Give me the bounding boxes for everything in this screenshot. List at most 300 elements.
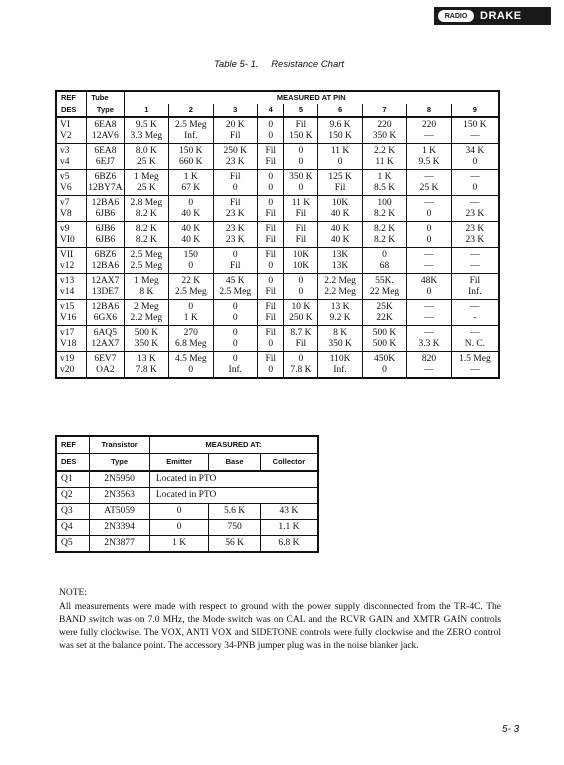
pin-3-value: 0 (213, 339, 257, 352)
pin-2-value: 0 (169, 196, 213, 210)
pin-1-value: 1 Meg (124, 274, 168, 288)
tube-type-cell: 12AX7 (87, 274, 124, 288)
header-ref: REF (56, 91, 87, 104)
pin-7-value: 22K (362, 313, 406, 326)
pin-1-value: 2 Meg (124, 300, 168, 314)
table-row (56, 471, 318, 488)
pin-8-value: 0 (407, 222, 451, 236)
pin-4-value: Fil (258, 209, 284, 222)
logo-badge: RADIO (438, 10, 474, 22)
pin-9-value: — (470, 302, 480, 312)
pin-1-value: 1 Meg (124, 170, 168, 184)
pin-6-value: 150 K (318, 131, 362, 144)
pin-1-value: 25 K (124, 183, 168, 196)
pin-7-value: 8.2 K (362, 235, 406, 248)
pin-2-value: Inf. (169, 131, 213, 144)
pin-2-value: 150 (169, 248, 213, 262)
ref-des-cell: V6 (56, 183, 87, 196)
pin-5-value: 0 (284, 287, 318, 300)
header-pin-5: 5 (284, 104, 318, 117)
pin-5-value: 10 K (284, 300, 318, 314)
pin-6-value: Fil (318, 183, 362, 196)
pin-7-value: 68 (362, 261, 406, 274)
collector-value: 6.8 K (278, 538, 300, 548)
pin-7-value: 500 K (362, 339, 406, 352)
table-row (56, 300, 499, 314)
table-row (56, 313, 499, 326)
pin-5-value: 0 (284, 183, 318, 196)
pin-8-value: — (407, 300, 451, 314)
pin-1-value: 2.5 Meg (124, 248, 168, 262)
pin-2-value: 6.8 Meg (169, 339, 213, 352)
ref-des-cell: v15 (56, 300, 87, 314)
header-des: DES (56, 104, 87, 117)
tube-type-cell: 6JB6 (87, 235, 124, 248)
pin-9-value: — (451, 365, 499, 378)
pin-9-value: 23 K (465, 224, 485, 234)
pin-4-value: Fil (258, 352, 284, 366)
header-tube: Tube (87, 91, 124, 104)
ref-des-cell: v4 (56, 157, 87, 170)
pin-2-value: 660 K (169, 157, 213, 170)
pin-2-value: 67 K (169, 183, 213, 196)
pin-1-value: 8.2 K (124, 235, 168, 248)
pin-6-value: 40 K (318, 222, 362, 236)
pin-7-value: 100 (362, 196, 406, 210)
pin-8-value: — (407, 326, 451, 340)
pin-4-value: 0 (258, 274, 284, 288)
pin-1-value: 500 K (124, 326, 168, 340)
tube-type-cell: 6BZ6 (87, 170, 124, 184)
pin-9-value: — (470, 250, 480, 260)
pin-1-value: 2.8 Meg (124, 196, 168, 210)
tube-type-cell: 13DE7 (87, 287, 124, 300)
pin-3-value: Inf. (213, 365, 257, 378)
pin-4-value: Fil (258, 248, 284, 262)
pin-6-value: 110K (318, 352, 362, 366)
page-number: 5- 3 (502, 724, 520, 735)
ref-des-cell: v12 (56, 261, 87, 274)
pin-3-value: 2.5 Meg (213, 287, 257, 300)
ref-des-cell: v19 (56, 352, 87, 366)
pin-3-value: 23 K (213, 235, 257, 248)
pin-8-value: 0 (407, 287, 451, 300)
location-note-cell: Located in PTO (149, 471, 318, 488)
pin-4-value: 0 (258, 261, 284, 274)
pin-4-value: Fil (258, 326, 284, 340)
pin-7-value: 0 (362, 248, 406, 262)
header-type: Type (87, 104, 124, 117)
table-row (56, 365, 499, 378)
pin-7-value: 500 K (362, 326, 406, 340)
pin-4-value: 0 (258, 117, 284, 131)
pin-3-value: 20 K (213, 117, 257, 131)
pin-5-value: 0 (284, 144, 318, 158)
pin-4-value: Fil (258, 157, 284, 170)
table-row (56, 222, 499, 236)
tube-type-cell: 6JB6 (87, 222, 124, 236)
transistor-type-cell: 2N3563 (90, 488, 150, 504)
tube-type-cell: 6EA8 (87, 144, 124, 158)
table-row (56, 274, 499, 288)
pin-8-value: — (407, 313, 451, 326)
note-heading: NOTE: (59, 588, 87, 598)
collector-value: 43 K (260, 504, 318, 520)
pin-7-value: 55K. (362, 274, 406, 288)
table-row (56, 235, 499, 248)
pin-2-value: 270 (169, 326, 213, 340)
header-type: Type (90, 454, 150, 472)
pin-6-value: 11 K (318, 144, 362, 158)
pin-4-value: 0 (258, 131, 284, 144)
tube-type-cell: 6EJ7 (87, 157, 124, 170)
pin-header-row (56, 104, 499, 117)
header-pin-2: 2 (169, 104, 213, 117)
header-measured-at-pin: MEASURED AT PIN (276, 93, 346, 102)
pin-5-value: 0 (284, 274, 318, 288)
pin-3-value: 0 (213, 300, 257, 314)
emitter-value: 0 (149, 520, 208, 536)
pin-4-value: Fil (258, 222, 284, 236)
header-pin-9: 9 (451, 104, 499, 117)
pin-1-value: 8.0 K (124, 144, 168, 158)
pin-3-value: 0 (213, 313, 257, 326)
pin-4-value: 0 (258, 196, 284, 210)
pin-9-value: — (470, 172, 480, 182)
pin-8-value: 1 K (407, 144, 451, 158)
pin-2-value: 40 K (169, 222, 213, 236)
pin-1-value: 2.2 Meg (124, 313, 168, 326)
note-text: All measurements were made with respect to ground with the power supply disconnected from the TR-4C. The BAND switch was on 7.0 MHz, the Mode switch was on CAL and the RCVR GAIN and XMTR GAIN controls were fully clockwise. The VOX, ANTI VOX and SIDETONE controls were fully clockwise and the ZERO control was set at the balance point. The accessory 34-PNB jumper plug was in the noise blanker jack. (59, 602, 501, 651)
base-value: 5.6 K (209, 504, 260, 520)
pin-2-value: 0 (169, 365, 213, 378)
table-row (56, 536, 318, 553)
pin-8-value: 3.3 K (407, 339, 451, 352)
table-row (56, 196, 499, 210)
pin-5-value: Fil (284, 339, 318, 352)
pin-8-value: 48K (407, 274, 451, 288)
pin-6-value: 0 (318, 157, 362, 170)
tube-type-cell: 6AQ5 (87, 326, 124, 340)
header-pin-7: 7 (362, 104, 406, 117)
table-row (56, 488, 318, 504)
pin-4-value: 0 (258, 339, 284, 352)
pin-9-value: — (470, 328, 480, 338)
pin-7-value: 11 K (362, 157, 406, 170)
tube-type-cell: 12BY7A (87, 183, 124, 196)
header-des: DES (56, 454, 90, 472)
tube-type-cell: 12AV6 (87, 131, 124, 144)
pin-3-value: 23 K (213, 157, 257, 170)
table-row (56, 157, 499, 170)
pin-8-value: — (407, 131, 451, 144)
pin-2-value: 2.5 Meg (169, 287, 213, 300)
pin-8-value: — (407, 261, 451, 274)
pin-5-value: Fil (284, 222, 318, 236)
pin-3-value: Fil (213, 196, 257, 210)
pin-5-value: 0 (284, 157, 318, 170)
pin-6-value: 13K (318, 261, 362, 274)
tube-type-cell: 6BZ6 (87, 248, 124, 262)
pin-6-value: 13K (318, 248, 362, 262)
pin-6-value: 13 K (318, 300, 362, 314)
pin-3-value: 250 K (213, 144, 257, 158)
collector-value: 1.1 K (260, 520, 318, 536)
ref-des-cell: v3 (56, 144, 87, 158)
table-row (56, 339, 499, 352)
table-row (56, 144, 499, 158)
pin-6-value: 10K (318, 196, 362, 210)
pin-9-value: N. C. (451, 339, 499, 352)
table-row (56, 117, 499, 131)
tube-type-cell: 12BA6 (87, 261, 124, 274)
pin-4-value: 0 (258, 170, 284, 184)
pin-8-value: — (407, 365, 451, 378)
ref-des-cell: v17 (56, 326, 87, 340)
pin-3-value: 0 (213, 248, 257, 262)
ref-des-cell: VII (56, 248, 87, 262)
pin-4-value: 0 (258, 183, 284, 196)
ref-des-cell: v13 (56, 274, 87, 288)
pin-2-value: 40 K (169, 209, 213, 222)
pin-9-value: Fil (469, 276, 481, 286)
pin-5-value: 7.8 K (284, 365, 318, 378)
pin-2-value: 2.5 Meg (169, 117, 213, 131)
pin-7-value: 25K (362, 300, 406, 314)
pin-6-value: 125 K (318, 170, 362, 184)
resistance-chart (55, 90, 500, 379)
pin-6-value: 8 K (318, 326, 362, 340)
pin-1-value: 13 K (124, 352, 168, 366)
transistor-chart (55, 435, 319, 553)
pin-6-value: 2.2 Meg (318, 274, 362, 288)
pin-2-value: 40 K (169, 235, 213, 248)
pin-1-value: 350 K (124, 339, 168, 352)
pin-7-value: 2.2 K (362, 144, 406, 158)
pin-7-value: 350 K (362, 131, 406, 144)
pin-7-value: 8.2 K (362, 209, 406, 222)
pin-9-value: 1.5 Meg (459, 354, 491, 364)
pin-1-value: 8 K (124, 287, 168, 300)
table-number: Table 5- 1. (214, 59, 259, 70)
pin-9-value: 0 (451, 157, 499, 170)
pin-1-value: 8.2 K (124, 222, 168, 236)
pin-4-value: Fil (258, 287, 284, 300)
pin-2-value: 1 K (169, 170, 213, 184)
pin-7-value: 0 (362, 365, 406, 378)
pin-4-value: Fil (258, 313, 284, 326)
tube-type-cell: 6GX6 (87, 313, 124, 326)
pin-8-value: — (407, 170, 451, 184)
pin-1-value: 8.2 K (124, 209, 168, 222)
pin-4-value: 0 (258, 365, 284, 378)
ref-des-cell: v14 (56, 287, 87, 300)
pin-9-value: Inf. (451, 287, 499, 300)
pin-4-value: Fil (258, 300, 284, 314)
pin-9-value: 0 (451, 183, 499, 196)
logo-text: DRAKE (480, 10, 522, 22)
pin-1-value: 2.5 Meg (124, 261, 168, 274)
table-title: Resistance Chart (271, 59, 345, 70)
table-row (56, 170, 499, 184)
pin-8-value: 0 (407, 209, 451, 222)
header-ref: REF (56, 436, 90, 454)
pin-7-value: 220 (362, 117, 406, 131)
resistance-chart-body (56, 117, 499, 378)
header-pin-4: 4 (258, 104, 284, 117)
pin-3-value: Fil (213, 131, 257, 144)
ref-des-cell: V18 (56, 339, 87, 352)
pin-9-value: — (451, 261, 499, 274)
header-pin-1: 1 (124, 104, 168, 117)
drake-logo (434, 7, 551, 25)
pin-5-value: Fil (284, 235, 318, 248)
table-row (56, 287, 499, 300)
pin-9-value: — (451, 131, 499, 144)
pin-3-value: Fil (213, 261, 257, 274)
pin-1-value: 9.5 K (124, 117, 168, 131)
table-row (56, 261, 499, 274)
pin-2-value: 22 K (169, 274, 213, 288)
pin-2-value: 0 (169, 300, 213, 314)
pin-6-value: 40 K (318, 235, 362, 248)
pin-8-value: 220 (407, 117, 451, 131)
pin-5-value: 10K (284, 248, 318, 262)
transistor-type-cell: AT5059 (90, 504, 150, 520)
ref-des-cell: v20 (56, 365, 87, 378)
pin-6-value: 9.6 K (318, 117, 362, 131)
pin-1-value: 7.8 K (124, 365, 168, 378)
header-pin-6: 6 (318, 104, 362, 117)
transistor-type-cell: 2N3877 (90, 536, 150, 553)
pin-2-value: 150 K (169, 144, 213, 158)
pin-5-value: 0 (284, 352, 318, 366)
header-pin-8: 8 (407, 104, 451, 117)
pin-6-value: 9.2 K (318, 313, 362, 326)
pin-5-value: 150 K (284, 131, 318, 144)
table-caption (214, 59, 344, 70)
ref-des-cell: VI (56, 117, 87, 131)
pin-6-value: 350 K (318, 339, 362, 352)
pin-9-value: 34 K (465, 146, 485, 156)
pin-3-value: Fil (213, 170, 257, 184)
table-row (56, 326, 499, 340)
pin-7-value: 8.2 K (362, 222, 406, 236)
tube-type-cell: 12AX7 (87, 339, 124, 352)
pin-7-value: 450K (362, 352, 406, 366)
transistor-type-cell: 2N5950 (90, 471, 150, 488)
pin-8-value: — (407, 196, 451, 210)
table-row (56, 520, 318, 536)
tube-type-cell: 6EA8 (87, 117, 124, 131)
pin-7-value: 8.5 K (362, 183, 406, 196)
header-measured-at: MEASURED AT: (205, 440, 262, 449)
pin-8-value: 0 (407, 235, 451, 248)
pin-2-value: 0 (169, 261, 213, 274)
pin-8-value: 25 K (407, 183, 451, 196)
pin-6-value: Inf. (318, 365, 362, 378)
pin-6-value: 40 K (318, 209, 362, 222)
pin-5-value: Fil (284, 209, 318, 222)
pin-5-value: 350 K (284, 170, 318, 184)
pin-9-value: 150 K (463, 120, 487, 130)
pin-9-value: — (470, 198, 480, 208)
header-collector: Collector (260, 454, 318, 472)
table-row (56, 131, 499, 144)
pin-1-value: 3.3 Meg (124, 131, 168, 144)
pin-3-value: 0 (213, 326, 257, 340)
pin-3-value: 0 (213, 352, 257, 366)
ref-des-cell: V2 (56, 131, 87, 144)
base-value: 56 K (209, 536, 260, 553)
pin-9-value: - (451, 313, 499, 326)
ref-des-cell: Q2 (56, 488, 90, 504)
pin-4-value: Fil (258, 235, 284, 248)
pin-3-value: 45 K (213, 274, 257, 288)
pin-8-value: 9.5 K (407, 157, 451, 170)
ref-des-cell: Q1 (56, 471, 90, 488)
pin-1-value: 25 K (124, 157, 168, 170)
table-row (56, 209, 499, 222)
ref-des-cell: v9 (56, 222, 87, 236)
table-row (56, 248, 499, 262)
pin-5-value: Fil (284, 117, 318, 131)
ref-des-cell: v5 (56, 170, 87, 184)
pin-2-value: 4.5 Meg (169, 352, 213, 366)
emitter-value: 0 (149, 504, 208, 520)
pin-6-value: 2.2 Meg (318, 287, 362, 300)
table-row (56, 183, 499, 196)
tube-type-cell: OA2 (87, 365, 124, 378)
header-transistor: Transistor (90, 436, 150, 454)
pin-2-value: 1 K (169, 313, 213, 326)
pin-3-value: 0 (213, 183, 257, 196)
pin-3-value: 23 K (213, 222, 257, 236)
ref-des-cell: V16 (56, 313, 87, 326)
ref-des-cell: Q5 (56, 536, 90, 553)
table-row (56, 504, 318, 520)
base-value: 750 (209, 520, 260, 536)
ref-des-cell: v7 (56, 196, 87, 210)
tube-type-cell: 6EV7 (87, 352, 124, 366)
transistor-type-cell: 2N3394 (90, 520, 150, 536)
tube-type-cell: 12BA6 (87, 196, 124, 210)
header-pin-3: 3 (213, 104, 257, 117)
location-note-cell: Located in PTO (149, 488, 318, 504)
pin-8-value: 820 (407, 352, 451, 366)
ref-des-cell: V8 (56, 209, 87, 222)
tube-type-cell: 6JB6 (87, 209, 124, 222)
pin-5-value: 250 K (284, 313, 318, 326)
pin-5-value: 11 K (284, 196, 318, 210)
tube-type-cell: 12BA6 (87, 300, 124, 314)
ref-des-cell: Q3 (56, 504, 90, 520)
pin-9-value: 23 K (451, 235, 499, 248)
ref-des-cell: Q4 (56, 520, 90, 536)
emitter-value: 1 K (149, 536, 208, 553)
header-emitter: Emitter (149, 454, 208, 472)
table-row (56, 352, 499, 366)
pin-3-value: 23 K (213, 209, 257, 222)
pin-9-value: 23 K (451, 209, 499, 222)
pin-4-value: Fil (258, 144, 284, 158)
header-base: Base (209, 454, 260, 472)
pin-7-value: 1 K (362, 170, 406, 184)
pin-5-value: 8.7 K (284, 326, 318, 340)
transistor-chart-body (56, 471, 318, 552)
pin-8-value: — (407, 248, 451, 262)
ref-des-cell: VI0 (56, 235, 87, 248)
